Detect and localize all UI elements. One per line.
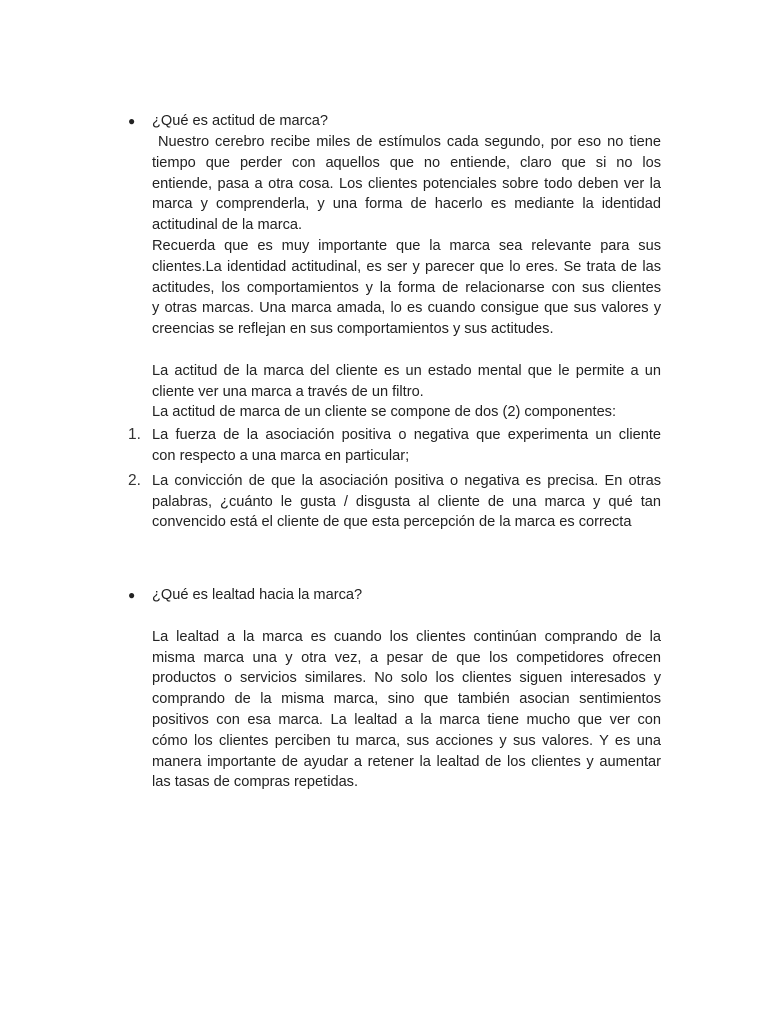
text-line: las tasas de compras repetidas. — [152, 774, 359, 791]
text-line: La actitud de marca de un cliente se compone de dos (2) componentes: — [152, 404, 617, 421]
text-line: Nuestro cerebro recibe miles de estímulos cada segundo, por eso no tiene — [152, 134, 661, 150]
spacer — [128, 340, 661, 361]
paragraph — [152, 236, 661, 340]
text-line: actitudinal de la marca. — [152, 217, 303, 234]
text-line: manera importante de ayudar a retener la lealtad de los clientes y aumentar — [152, 753, 661, 770]
list-item — [128, 425, 661, 467]
paragraph — [152, 627, 661, 793]
text-line: comprando de la misma marca, sino que también asocian sentimientos — [152, 691, 661, 708]
bullet-icon: ● — [128, 114, 136, 128]
section-brand-attitude — [128, 111, 661, 533]
text-line: Recuerda que es muy importante que la marca sea relevante para sus — [152, 237, 661, 254]
text-line: actitudes, los comportamientos y la forma de relacionarse con sus clientes — [152, 279, 661, 296]
paragraph — [152, 361, 661, 403]
text-line: clientes.La identidad actitudinal, es ser y parecer que lo eres. Se trata de las — [152, 258, 661, 275]
section-heading: ¿Qué es lealtad hacia la marca? — [152, 587, 363, 603]
bullet-item-brand-attitude — [128, 111, 661, 132]
text-line: positivos con esa marca. La lealtad a la marca tiene mucho que ver con — [152, 711, 661, 728]
text-line: misma marca una y otra vez, a pesar de que los competidores ofrecen — [152, 649, 661, 666]
section-heading: ¿Qué es actitud de marca? — [152, 113, 329, 129]
text-line: creencias se reflejan en sus comportamientos y sus actitudes. — [152, 321, 554, 338]
text-line: cómo los clientes perciben tu marca, sus acciones y sus valores. Y es una — [152, 732, 661, 749]
text-line: palabras, ¿cuánto le gusta / disgusta al cliente de una marca y qué tan — [152, 493, 661, 510]
text-line: La fuerza de la asociación positiva o negativa que experimenta un cliente — [152, 427, 661, 444]
text-line: marca y comprenderla, y una forma de hacerlo es mediante la identidad — [152, 196, 661, 213]
paragraph — [152, 402, 661, 423]
text-line: y otras marcas. Una marca amada, lo es cuando consigue que sus valores y — [152, 300, 661, 317]
list-number: 1. — [128, 426, 141, 444]
spacer — [128, 606, 661, 627]
list-number: 2. — [128, 471, 141, 489]
bullet-item-brand-loyalty — [128, 585, 661, 606]
text-line: convencido está el cliente de que esta percepción de la marca es correcta — [152, 514, 632, 531]
list-item — [128, 471, 661, 533]
text-line: con respecto a una marca en particular; — [152, 447, 410, 464]
section-brand-loyalty — [128, 585, 661, 793]
text-line: productos o servicios similares. No solo los clientes siguen interesados y — [152, 670, 661, 687]
paragraph — [152, 132, 661, 236]
text-line: La actitud de la marca del cliente es un estado mental que le permite a un — [152, 362, 661, 379]
bullet-icon: ● — [128, 588, 136, 602]
text-line: La convicción de que la asociación positiva o negativa es precisa. En otras — [152, 472, 661, 489]
text-line: tiempo que perder con aquellos que no entiende, claro que si no los — [152, 154, 661, 171]
text-line: entiende, pasa a otra cosa. Los clientes potenciales sobre todo deben ver la — [152, 175, 661, 192]
text-line: La lealtad a la marca es cuando los clientes continúan comprando de la — [152, 628, 661, 645]
text-line: cliente ver una marca a través de un filtro. — [152, 383, 424, 400]
